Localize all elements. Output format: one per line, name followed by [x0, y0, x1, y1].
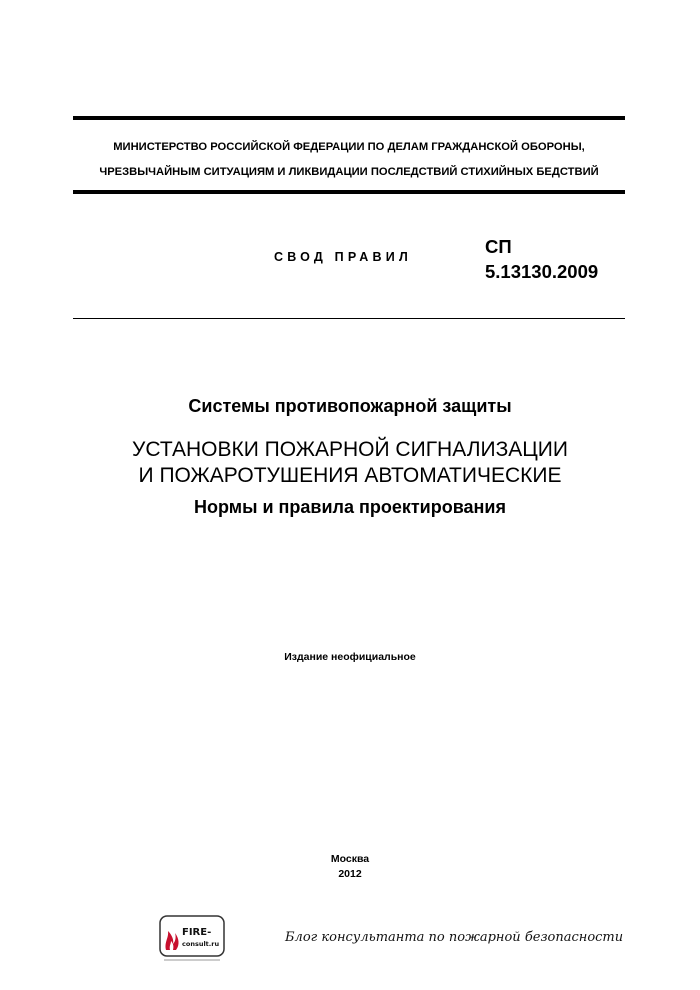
code-prefix: СП	[485, 236, 512, 257]
imprint	[0, 852, 700, 882]
header-bottom-rule	[73, 190, 625, 194]
document-norms: Нормы и правила проектирования	[194, 497, 506, 517]
fire-consult-logo[interactable]	[158, 914, 228, 964]
document-subject: Системы противопожарной защиты	[188, 396, 512, 416]
code-divider	[73, 318, 625, 319]
svg-text:consult.ru: consult.ru	[182, 940, 220, 948]
imprint-city: Москва	[330, 853, 370, 865]
imprint-year: 2012	[338, 868, 362, 880]
ministry-line-2: ЧРЕЗВЫЧАЙНЫМ СИТУАЦИЯМ И ЛИКВИДАЦИИ ПОСЛЕДСТВИЙ СТИХИЙНЫХ БЕДСТВИЙ	[99, 166, 599, 178]
blog-tagline: Блог консультанта по пожарной безопасности	[285, 930, 624, 945]
fire-consult-logo-icon	[158, 914, 228, 964]
top-rule	[73, 116, 625, 120]
document-code	[485, 234, 598, 284]
title-line-2: И ПОЖАРОТУШЕНИЯ АВТОМАТИЧЕСКИЕ	[138, 464, 562, 487]
ministry-line-1: МИНИСТЕРСТВО РОССИЙСКОЙ ФЕДЕРАЦИИ ПО ДЕЛАМ ГРАЖДАНСКОЙ ОБОРОНЫ,	[113, 141, 585, 153]
title-line-1: УСТАНОВКИ ПОЖАРНОЙ СИГНАЛИЗАЦИИ	[132, 438, 568, 461]
edition-note: Издание неофициальное	[284, 651, 416, 663]
document-title	[0, 437, 700, 489]
code-label: СВОД ПРАВИЛ	[274, 250, 412, 264]
svg-text:FIRE-: FIRE-	[182, 927, 212, 938]
code-number: 5.13130.2009	[485, 261, 599, 282]
ministry-header	[73, 135, 625, 185]
